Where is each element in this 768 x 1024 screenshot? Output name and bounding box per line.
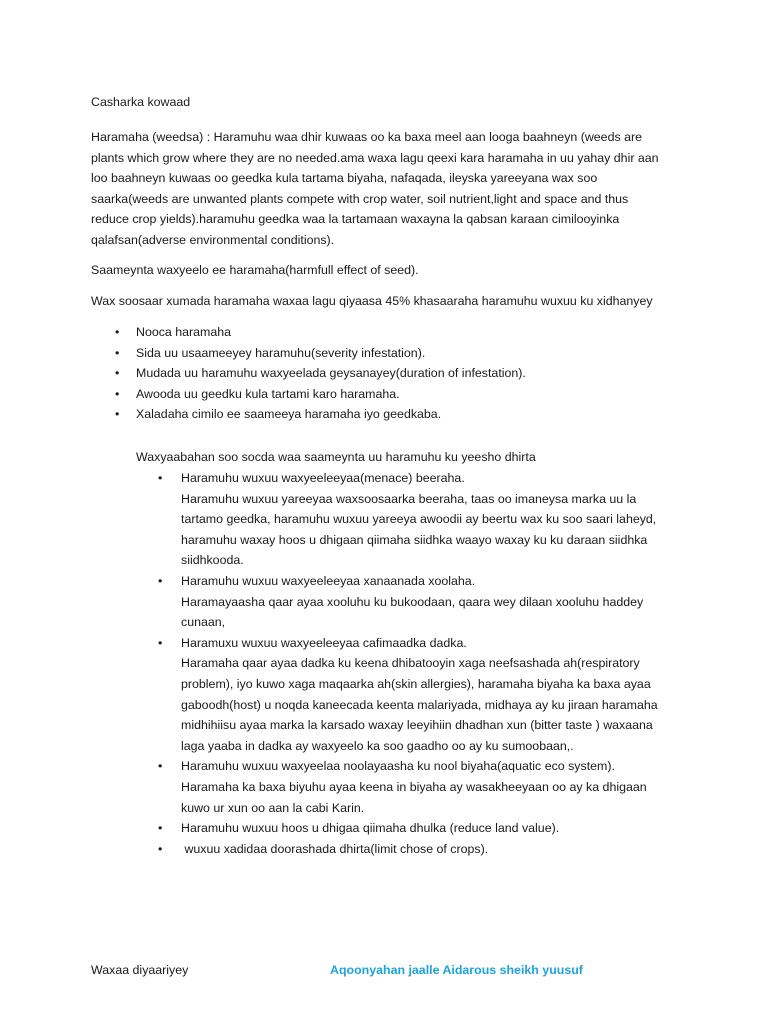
effect-line: Haramayaasha qaar ayaa xooluhu ku bukoodaan, qaara wey dilaan xooluhu haddey	[181, 594, 644, 609]
factors-list	[91, 322, 691, 425]
factor-item: • Nooca haramaha	[91, 322, 691, 343]
intro-line: Haramaha (weedsa) : Haramuhu waa dhir kuwaas oo ka baxa meel aan looga baahneyn (weeds are	[91, 130, 643, 144]
effect-line: • Haramuxu wuxuu waxyeeleeyaa cafimaadka dadka.	[181, 635, 467, 650]
factor-item: • Sida uu usaameeyey haramuhu(severity infestation).	[91, 343, 691, 364]
factor-item: • Mudada uu haramuhu waxyeelada geysanayey(duration of infestation).	[91, 363, 691, 384]
loss-paragraph	[91, 291, 691, 312]
effect-item	[136, 818, 696, 839]
effect-line: • Haramuhu wuxuu waxyeelaa noolayaasha ku nool biyaha(aquatic eco system).	[181, 759, 615, 774]
effect-line: kuwo ur xun oo aan la cabi Karin.	[181, 800, 365, 815]
factor-item: • Xaladaha cimilo ee saameeya haramaha iyo geedkaba.	[91, 404, 691, 425]
intro-paragraph	[91, 127, 691, 251]
effect-line: haramuhu waxay hoos u dhigaan qiimaha siidhka waayo waxay ku ku daraan siidhka	[181, 532, 648, 547]
effect-line: Haramaha ka baxa biyuhu ayaa keena in biyaha ay wasakheeyaan oo ay ka dhigaan	[181, 779, 647, 794]
lesson-title	[91, 92, 691, 113]
prepared-by-label: Waxaa diyaariyey	[91, 963, 189, 977]
effect-line: • wuxuu xadidaa doorashada dhirta(limit chose of crops).	[181, 841, 489, 856]
effect-item	[136, 839, 696, 860]
effect-line: cunaan,	[181, 615, 226, 630]
effect-line: midhihiisu ayaa marka la karsado waxay leeyihiin dhadhan xun (bitter taste ) waxaana	[181, 718, 653, 733]
effect-item	[136, 571, 696, 633]
author-name: Aqoonyahan jaalle Aidarous sheikh yuusuf	[330, 963, 583, 977]
effect-line: tartamo geedka, haramuhu wuxuu yareeya awoodii ay beertu wax ku soo saari laheyd,	[181, 512, 657, 527]
loss-paragraph-text: Wax soosaar xumada haramaha waxaa lagu qiyaasa 45% khasaaraha haramuhu wuxuu ku xidhanyey	[91, 294, 653, 308]
intro-line: loo baahneyn kuwaas oo geedka kula tartama biyaha, nafaqada, ileyska yareeyana wax soo	[91, 171, 598, 186]
factor-item: • Awooda uu geedku kula tartami karo haramaha.	[91, 384, 691, 405]
effect-item	[136, 756, 696, 818]
effect-heading	[91, 260, 691, 281]
effects-intro	[136, 447, 696, 468]
effect-item	[136, 468, 696, 571]
intro-line: saarka(weeds are unwanted plants compete with crop water, soil nutrient,light and space and thus	[91, 191, 629, 206]
effect-line: siidhkooda.	[181, 553, 244, 568]
effect-line: gaboodh(host) u noqda kaneecada keenta malariyada, midhaya ay ku jiraan haramaha	[181, 697, 658, 712]
effect-line: Haramuhu wuxuu yareeyaa waxsoosaarka beeraha, taas oo imaneysa marka uu la	[181, 491, 637, 506]
effect-line: Haramaha qaar ayaa dadka ku keena dhibatooyin xaga neefsashada ah(respiratory	[181, 656, 640, 671]
effect-item	[136, 633, 696, 757]
effect-line: • Haramuhu wuxuu hoos u dhigaa qiimaha dhulka (reduce land value).	[181, 821, 560, 836]
intro-line: qalafsan(adverse environmental conditions).	[91, 232, 335, 247]
effect-line: • Haramuhu wuxuu waxyeeleeyaa xanaanada xoolaha.	[181, 573, 476, 588]
effects-intro-text: Waxyaabahan soo socda waa saameynta uu haramuhu ku yeesho dhirta	[136, 450, 536, 464]
intro-line: reduce crop yields).haramuhu geedka waa la tartamaan waxayna la qabsan karaan cimilooyinka	[91, 212, 620, 227]
intro-line: plants which grow where they are no needed.ama waxa lagu qeexi kara haramaha in uu yahay dhir aan	[91, 150, 659, 165]
effect-line: • Haramuhu wuxuu waxyeeleeyaa(menace) beeraha.	[181, 471, 465, 485]
effect-line: laga yaaba in dadka ay waxyeelo ka soo gaadho oo ay ku sumoobaan,.	[181, 738, 574, 753]
lesson-title-text: Casharka kowaad	[91, 95, 191, 109]
effect-heading-text: Saameynta waxyeelo ee haramaha(harmfull effect of seed).	[91, 263, 419, 277]
effect-line: problem), iyo kuwo xaga maqaarka ah(skin allergies), haramaha biyaha ka baxa ayaa	[181, 676, 651, 691]
effects-list	[136, 468, 696, 859]
